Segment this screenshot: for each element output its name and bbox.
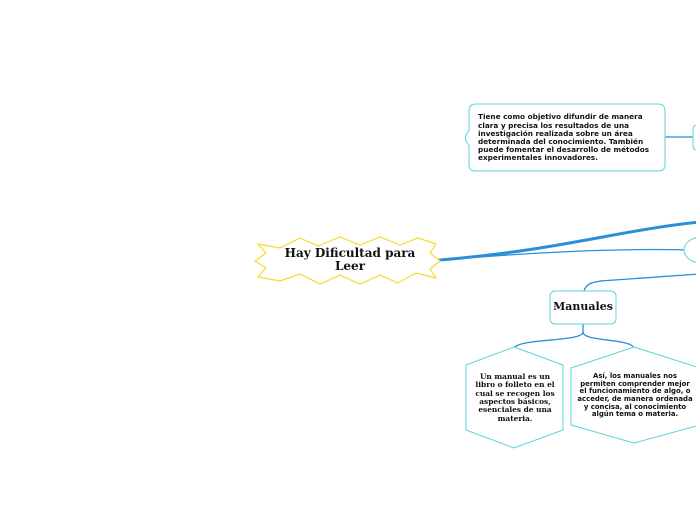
connector-central-top bbox=[440, 222, 696, 260]
central-node-label[interactable]: Hay Dificultad para Leer bbox=[284, 245, 416, 273]
connector-central-right bbox=[440, 249, 690, 260]
manual-purpose-text[interactable]: Así, los manuales nos permiten comprender mejor el funcionamiento de algo, o acceder, de manera ordenada y concisa, al conocimiento algún tema o materia. bbox=[577, 371, 693, 419]
connector-manuales-child-2 bbox=[583, 332, 634, 348]
connector-manuales-child-1 bbox=[514, 324, 583, 348]
top-note-text[interactable]: Tiene como objetivo difundir de manera clara y precisa los resultados de una investigación realizada sobre un área determinada del conocimiento. También puede fomentar el desarrollo de métodos experimentales innovadores. bbox=[478, 112, 650, 163]
right-edge-node-middle bbox=[684, 237, 696, 263]
manuales-node-label[interactable]: Manuales bbox=[553, 300, 613, 314]
connector-central-manuales bbox=[584, 274, 696, 291]
manual-definition-text[interactable]: Un manual es un libro o folleto en el cual se recogen los aspectos básicos, esenciales de una materia. bbox=[475, 372, 555, 423]
